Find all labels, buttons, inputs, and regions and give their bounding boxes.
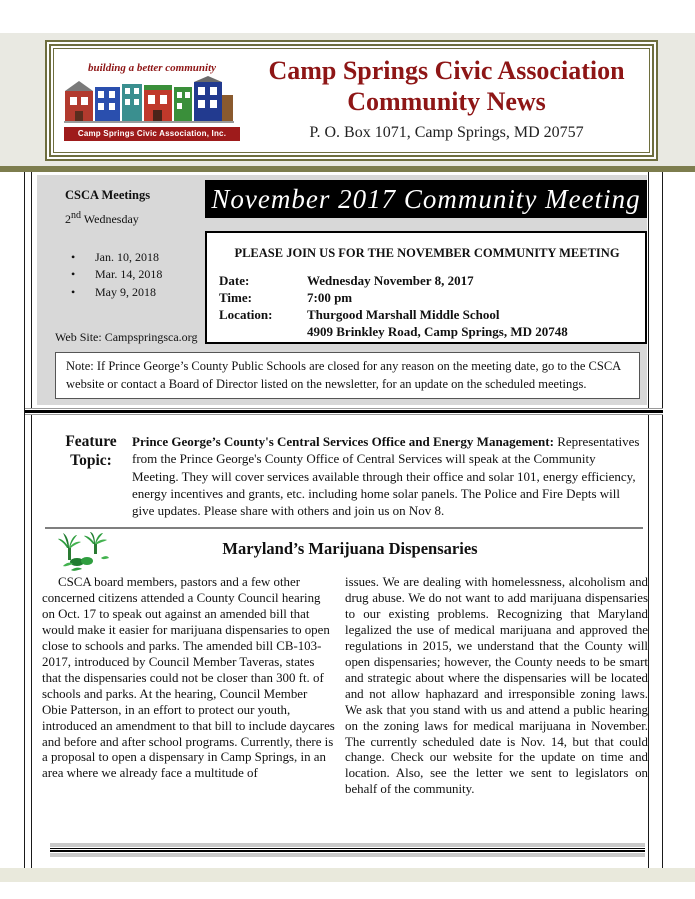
houses-illustration [64,75,234,127]
masthead [244,49,649,152]
meeting-date-item: • May 9, 2018 [65,284,205,301]
right-frame-line-outer [662,172,663,870]
feature-topic-heading: Prince George’s County's Central Services Office and Energy Management: [132,434,554,449]
meeting-frequency: 2nd Wednesday [65,210,139,226]
meeting-details [219,273,635,341]
schools-closed-note: Note: If Prince George’s County Public Schools are closed for any reason on the meeting date, go to the CSCA website or contact a Board of Director listed on the newsletter, for an update on the scheduled meetings. [55,352,640,399]
section-divider [25,408,663,415]
csca-meetings-sidebar [65,188,205,301]
bottom-page-band [0,868,695,882]
header-bottom-rule [0,166,695,172]
meeting-date-item: • Mar. 14, 2018 [65,266,205,283]
article-divider-line [45,527,643,529]
left-frame-line-inner [31,172,32,870]
article-title: Maryland’s Marijuana Dispensaries [222,539,478,558]
feature-topic-label: Feature Topic: [65,433,117,470]
po-box-address: P. O. Box 1071, Camp Springs, MD 20757 [309,124,584,142]
feature-topic-text [132,433,642,519]
right-frame-line-inner [648,172,649,870]
logo-tagline: building a better community [87,62,217,74]
logo-name-banner: Camp Springs Civic Association, Inc. [64,127,240,141]
meeting-date-item: • Jan. 10, 2018 [65,249,205,266]
meeting-details-box [205,231,647,344]
meeting-banner: November 2017 Community Meeting [205,180,647,218]
newsletter-title-line1: Camp Springs Civic Association [268,56,625,85]
sidebar-heading: CSCA Meetings [65,188,151,202]
meeting-time-row: Time: 7:00 pm [219,289,353,305]
plants-icon [57,532,109,572]
website-text: Web Site: Campspringsca.org [55,330,198,344]
meeting-location-row: Location: Thurgood Marshall Middle School [219,306,500,322]
meeting-location-address: 4909 Brinkley Road, Camp Springs, MD 20748 [307,323,568,339]
left-frame-line-outer [24,172,25,870]
article-column-left: CSCA board members, pastors and a few other concerned citizens attended a County Council hearing on Oct. 17 to speak out against an amended bill that would make it easier for marijuana dispensaries to open close to schools and parks. The amended bill CB-103-2017, introduced by Council Member Taveras, states that the dispensaries could not be closer than 300 ft. of schools and parks. At the hearing, Council Member Obie Patterson, in an effort to protect our youth, introduced an amendment to that bill to include daycares and before and after school programs. Currently, there is a proposal to open a dispensary in Camp Springs, in an area where we already face a multitude of [42,575,335,781]
meeting-dates-list [65,249,205,301]
meeting-date-row: Date: Wednesday November 8, 2017 [219,273,474,288]
feature-topic-body: Representatives from the Prince George's County Office of Central Services will speak at the Community Meeting. They will cover services available through their office and solar 101, energy efficiency, energy incentives and grants, etc. including home solar panels. The Police and Fire Depts will give updates. Please share with others and join us on Nov 8. [132,434,640,519]
newsletter-title-line2: Community News [347,86,546,116]
bottom-divider [50,843,645,857]
meeting-invite-heading: PLEASE JOIN US FOR THE NOVEMBER COMMUNITY MEETING [234,246,620,260]
article-column-right: issues. We are dealing with homelessness, alcoholism and drug abuse. We do not want to add marijuana dispensaries to our existing problems. Recognizing that Maryland legalized the use of medical marijuana and approved the regulations in 2015, we understand that the County will open dispensaries; however, the County needs to be smart and strategic about where the dispensaries will be located and not allow haphazard and irresponsible zoning laws. We ask that you stand with us and attend a public hearing on the zoning laws for medical marijuana in November. The currently scheduled date is Nov. 14, but that could change. Check our website for the update on time and location. Also, see the letter we sent to legislators on behalf of the community. [345,575,648,797]
csca-logo [54,49,244,152]
newsletter-header [45,40,658,161]
